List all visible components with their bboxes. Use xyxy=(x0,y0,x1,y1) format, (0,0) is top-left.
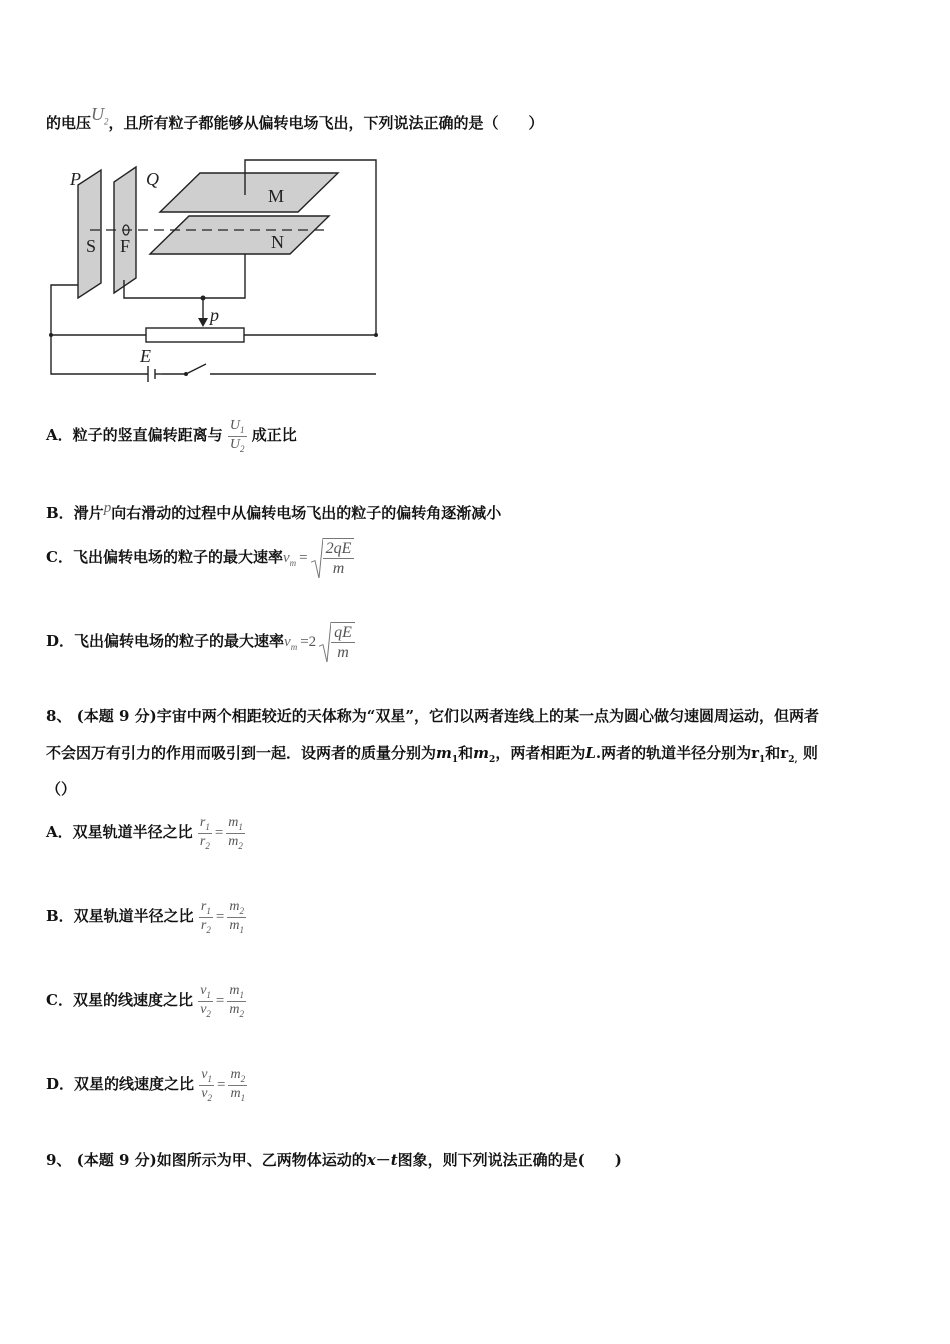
q7-option-d: D．飞出偏转电场的粒子的最大速率$v_m =2$ $\frac{qE}{m}$ xyxy=(46,622,355,662)
vm-symbol: $v_m$ xyxy=(284,634,298,653)
plate-M xyxy=(160,173,338,212)
rheostat xyxy=(146,328,244,342)
label-P: P xyxy=(70,169,81,189)
q8-option-d: D．双星的线速度之比 $\frac{v_1}{v_2}$ = $\frac{m_2}{m_1}$ xyxy=(46,1067,246,1103)
plate-N xyxy=(150,216,329,254)
plate-P xyxy=(78,170,101,298)
label-p: p xyxy=(210,305,219,325)
label-N: N xyxy=(271,232,284,252)
u2-symbol: $U_2$ xyxy=(91,104,109,127)
q8-line3: （） xyxy=(46,780,77,798)
label-Q: Q xyxy=(146,169,159,189)
q8-line1: 8、 (本题 9 分)宇宙中两个相距较近的天体称为“双星”，它们以两者连线上的某一点为圆心做匀速圆周运动，但两者 xyxy=(46,707,819,725)
label-M: M xyxy=(268,186,285,206)
q7-option-a: A．粒子的竖直偏转距离与 $\frac{U_1}{U_2}$ 成正比 xyxy=(46,418,297,454)
slider-p-symbol: p xyxy=(103,500,112,516)
sqrt-2qE-over-m: $\frac{2qE}{m}$ xyxy=(311,538,355,578)
q8-line2: 不会因万有引力的作用而吸引到一起．设两者的质量分别为$m_1$和$m_2$，两者相距为L.两者的轨道半径分别为$r_1$和$r_{2,}$ 则 xyxy=(46,744,818,765)
label-F: F xyxy=(120,236,131,256)
label-E: E xyxy=(140,346,151,366)
u1-over-u2: $\frac{U_1}{U_2}$ xyxy=(229,418,245,454)
q8-option-a: A．双星轨道半径之比 $\frac{r_1}{r_2}$ = $\frac{m_1}{m_2}$ xyxy=(46,815,243,851)
q8-option-c: C．双星的线速度之比 $\frac{v_1}{v_2}$ = $\frac{m_1}{m_2}$ xyxy=(46,983,244,1019)
circuit-diagram xyxy=(40,155,390,385)
q7-option-b: B．滑片p向右滑动的过程中从偏转电场飞出的粒子的偏转角逐渐减小 xyxy=(46,500,502,522)
q7-intro: 的电压$U_2$，且所有粒子都能够从偏转电场飞出，下列说法正确的是（ ） xyxy=(46,104,544,132)
q7-option-c: C．飞出偏转电场的粒子的最大速率$v_m$ = $\frac{2qE}{m}$ xyxy=(46,538,354,578)
q9-line: 9、 (本题 9 分)如图所示为甲、乙两物体运动的x－t图象，则下列说法正确的是( ) xyxy=(46,1151,622,1169)
sqrt-qE-over-m: $\frac{qE}{m}$ xyxy=(319,622,355,662)
vm-symbol: $v_m$ xyxy=(282,550,297,569)
label-S: S xyxy=(86,236,97,256)
q8-option-b: B．双星轨道半径之比 $\frac{r_1}{r_2}$ = $\frac{m_2}{m_1}$ xyxy=(46,899,244,935)
